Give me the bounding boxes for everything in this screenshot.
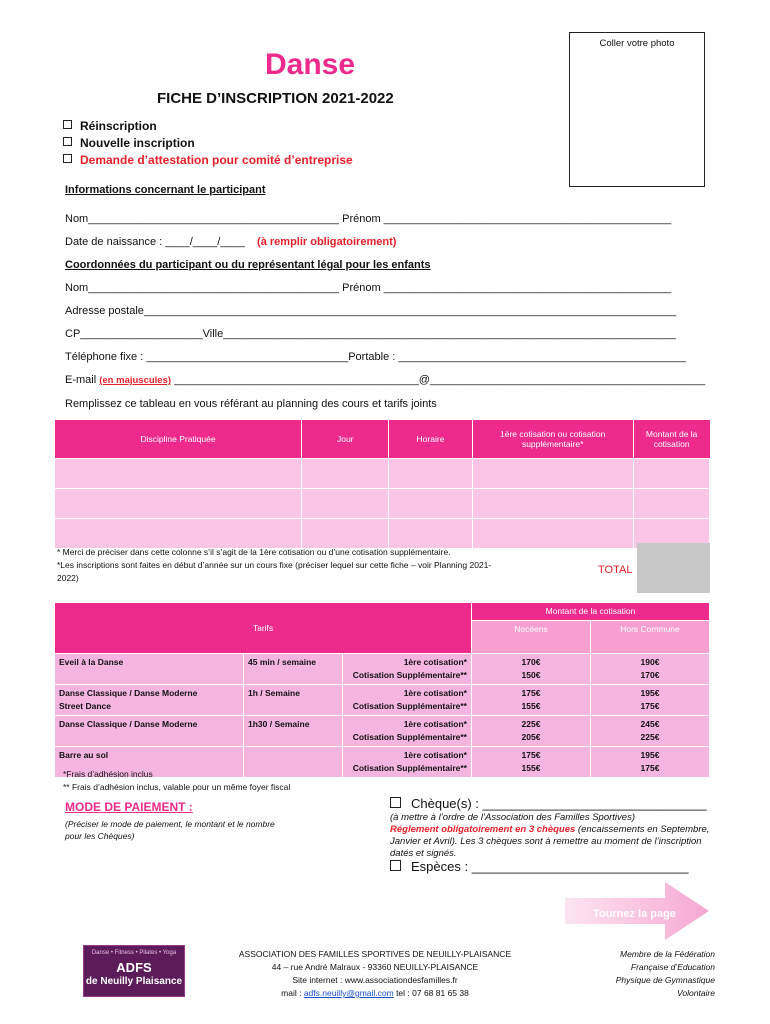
table-row[interactable]: [55, 458, 710, 488]
col-discipline: Discipline Pratiquée: [55, 420, 302, 458]
col-hors-commune: Hors Commune: [591, 621, 710, 654]
federation-member: Membre de la Fédération Française d’Education Physique de Gymnastique Volontaire: [615, 949, 715, 998]
table-row[interactable]: [55, 518, 710, 548]
cheque-note: (à mettre à l’ordre de l’Association des Familles Sportives) Réglement obligatoirement en 3 chèques (encaissements en Septembre, Janvier et Avril). Les 3 chèques sont à remettre au moment de l’inscription datés et signés.: [390, 812, 710, 859]
table-row[interactable]: [55, 488, 710, 518]
table-row: Barre au sol 1ère cotisation* Cotisation Supplémentaire** 175€ 155€ 195€ 175€: [55, 747, 710, 778]
montant-header: Montant de la cotisation: [472, 603, 710, 621]
table-row: Danse Classique / Danse Moderne Street Dance 1h / Semaine 1ère cotisation* Cotisation Supplémentaire** 175€ 155€ 195€ 175€: [55, 685, 710, 716]
email-field[interactable]: E-mail (en majuscules) ________________________________________@_____________________________________________: [65, 374, 706, 386]
option-nouvelle[interactable]: Nouvelle inscription: [63, 136, 195, 150]
participant-dob-field[interactable]: Date de naissance : ____/____/____ (à remplir obligatoirement): [65, 236, 397, 248]
col-montant: Montant de la cotisation: [633, 420, 709, 458]
col-jour: Jour: [302, 420, 389, 458]
section-contact: Coordonnées du participant ou du représentant légal pour les enfants: [65, 259, 431, 271]
col-horaire: Horaire: [389, 420, 472, 458]
dob-note: (à remplir obligatoirement): [257, 236, 397, 248]
checkbox-icon[interactable]: [63, 137, 72, 146]
adresse-field[interactable]: Adresse postale_______________________________________________________________________________________: [65, 305, 677, 317]
option-reinscription[interactable]: Réinscription: [63, 119, 157, 133]
tarifs-footnotes: *Frais d’adhésion inclus ** Frais d’adhésion inclus, valable pour un même foyer fiscal: [63, 769, 291, 792]
tarifs-header: Tarifs: [55, 603, 472, 654]
photo-label: Coller votre photo: [599, 38, 675, 49]
table-row: Danse Classique / Danse Moderne 1h30 / Semaine 1ère cotisation* Cotisation Supplémentaire** 225€ 205€ 245€ 225€: [55, 716, 710, 747]
payment-note: (Préciser le mode de paiement, le montant et le nombre pour les Chèques): [65, 819, 275, 841]
tarifs-table: [54, 602, 710, 778]
total-box[interactable]: [637, 543, 710, 593]
photo-box: [569, 32, 705, 187]
form-subtitle: FICHE D’INSCRIPTION 2021-2022: [157, 90, 394, 107]
participant-nom-field[interactable]: Nom_________________________________________ Prénom _______________________________________________: [65, 213, 672, 225]
cp-ville-field[interactable]: CP____________________Ville__________________________________________________________________________: [65, 328, 676, 340]
checkbox-icon[interactable]: [390, 797, 401, 808]
payment-title: MODE DE PAIEMENT :: [65, 800, 193, 814]
checkbox-icon[interactable]: [63, 120, 72, 129]
page-title: Danse: [265, 48, 356, 81]
turn-page-label: Tournez la page: [593, 908, 676, 920]
option-attestation[interactable]: Demande d’attestation pour comité d’entreprise: [63, 153, 353, 167]
cheque-option[interactable]: Chèque(s) : _______________________________: [390, 796, 707, 811]
checkbox-icon[interactable]: [390, 860, 401, 871]
courses-table: [54, 420, 710, 549]
turn-page-arrow: [565, 880, 710, 942]
table-row: Eveil à la Danse 45 min / semaine 1ère cotisation* Cotisation Supplémentaire** 170€ 150€ 190€ 170€: [55, 654, 710, 685]
total-label: TOTAL: [598, 564, 633, 576]
telephone-field[interactable]: Téléphone fixe : _________________________________Portable : _______________________________________________: [65, 351, 686, 363]
association-footer: ASSOCIATION DES FAMILLES SPORTIVES DE NEUILLY-PLAISANCE 44 – rue André Malraux - 93360 NEUILLY-PLAISANCE Site internet : www.associationdesfamilles.fr mail : adfs.neuilly@gmail.com tel : 07 68 81 65 38: [238, 949, 512, 998]
section-participant: Informations concernant le participant: [65, 184, 266, 196]
instruction-text: Remplissez ce tableau en vous référant au planning des cours et tarifs joints: [65, 398, 437, 410]
email-link[interactable]: adfs.neuilly@gmail.com: [303, 988, 394, 998]
especes-option[interactable]: Espèces : ______________________________: [390, 859, 689, 874]
contact-nom-field[interactable]: Nom_________________________________________ Prénom _______________________________________________: [65, 282, 672, 294]
col-noceens: Nocéens: [472, 621, 591, 654]
checkbox-icon[interactable]: [63, 154, 72, 163]
table-notes: * Merci de préciser dans cette colonne s’il s’agit de la 1ère cotisation ou d’une cotisation supplémentaire. *Les inscriptions sont faites en début d’année sur un cours fixe (préciser lequel sur cette fiche – voir Planning 2021-2022): [57, 547, 492, 583]
col-cotisation-type: 1ère cotisation ou cotisation supplémentaire*: [472, 420, 633, 458]
adfs-logo: Danse • Fitness • Pilates • Yoga ADFS de Neuilly Plaisance: [83, 945, 185, 997]
email-note: (en majuscules): [99, 375, 172, 386]
